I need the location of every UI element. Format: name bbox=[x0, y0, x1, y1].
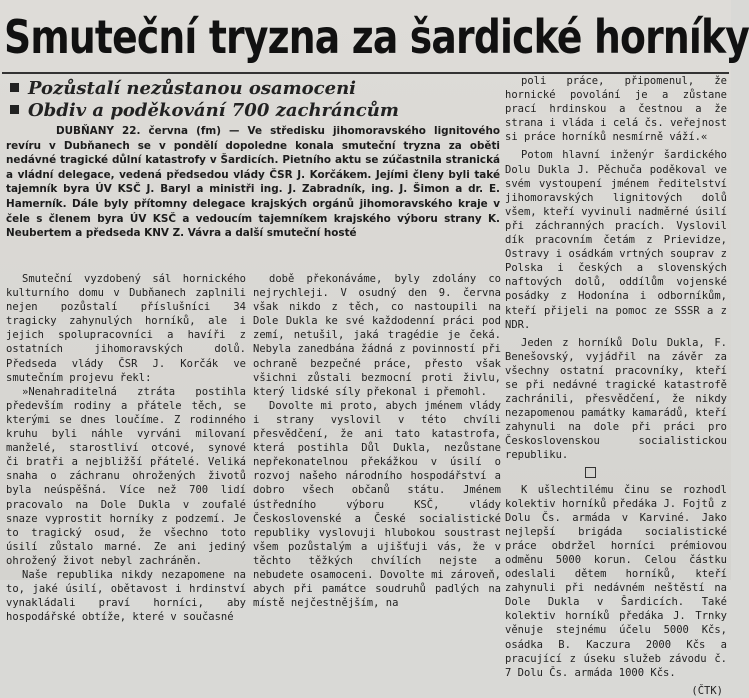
column-1 bbox=[6, 272, 246, 624]
headline: Smuteční tryzna za šardické horníky bbox=[4, 10, 749, 64]
col1-paragraph-1: Smuteční vyzdobený sál hornického kulturního domu v Dubňanech zaplnili nejen pozůstalí příslušníci 34 tragicky zahynulých horníků, ale i jejich spolupracovníci a havíři z ostatních jihomoravských dolů. Předseda vlády ČSR J. Korčák ve smutečním projevu řekl: bbox=[6, 273, 246, 384]
col3-paragraph-2: Potom hlavní inženýr šardického Dolu Dukla J. Pěchuča poděkoval ve svém vystoupení jménem ředitelství jihomoravských lignitových dolů všem, kteří vyvinuli nadměrné úsilí při záchranných pracích. Vyslovil dík pracovním četám z Prievidze, Ostravy i osádkám vrtných souprav z Polska i českých a slovenských naftových dolů, oddílům vojenské posádky z Hodonína i odborníkům, kteří přijeli na pomoc ze SSSR a z NDR. bbox=[505, 149, 727, 331]
column-2 bbox=[253, 272, 501, 610]
col1-paragraph-3: Naše republika nikdy nezapomene na to, jaké úsilí, obětavost i hrdinství vynakládali praví horníci, aby hospodářské obtíže, které v současné bbox=[6, 568, 246, 624]
col2-paragraph-2: Dovolte mi proto, abych jménem vlády i strany vyslovil v této chvíli přesvědčení, že ani tato katastrofa, která postihla Důl Dukla, nezůstane nepřekonatelnou překážkou v úsilí o rozvoj našeho národního hospodářství a dobro všech občanů státu. Jménem ústředního výboru KSČ, vlády Československé a České socialistické republiky vyslovuji hlubokou soustrast všem pozůstalým a ujišťuji vás, že v těchto těžkých chvílích nejste a nebudete osamoceni. Dovolte mi zároveň, abych při památce soudruhů padlých na místě nejčestnějším, na bbox=[253, 399, 501, 610]
col2-paragraph-1: době překonáváme, byly zdolány co nejrychleji. V osudný den 9. června však nikdo z těch, co nastoupili na Dole Dukla ke své každodenní práci pod zemí, netušil, jaká tragédie je čeká. Nebyla zanedbána žádná z povinností při ochraně bezpečné práce, přesto však všichni zůstali bezmocní proti živlu, který lidské síly překonal i přemohl. bbox=[253, 273, 501, 398]
col1-paragraph-2: »Nenahraditelná ztráta postihla především rodiny a přátele těch, se kterými se dnes loučíme. Z rodinného kruhu byli náhle vyrváni milovaní manželé, starostliví otcové, synové či bratři a nejbližší přátelé. Veliká snaha o záchranu ohrožených životů byla neúspěšná. Více než 700 lidí pracovalo na Dole Dukla v zoufalé snaze vyprostit horníky z podzemí. Je to tragický osud, že všechno toto úsilí zůstalo marné. Ze ani jediný ohrožený život nebyl zachráněn. bbox=[6, 385, 246, 567]
square-bullet-icon bbox=[10, 105, 19, 114]
col3-paragraph-1: poli práce, připomenul, že hornické povolání je a zůstane prací hrdinskou a čestnou a že strana i vláda i celá čs. veřejnost si práce horníků nesmírně váží.« bbox=[505, 75, 727, 144]
square-bullet-icon bbox=[10, 83, 19, 92]
subheadline-1-text: Pozůstalí nezůstanou osamoceni bbox=[28, 78, 357, 99]
subheadline-2-text: Obdiv a poděkování 700 zachráncům bbox=[28, 100, 399, 121]
agency-signature: (ČTK) bbox=[691, 684, 723, 697]
section-divider-box-icon bbox=[585, 467, 596, 478]
subheadline-1 bbox=[10, 78, 500, 100]
subheadline-2 bbox=[10, 100, 500, 122]
lead-paragraph: DUBŇANY 22. června (fm) — Ve středisku jihomoravského lignitového revíru v Dubňanech se v pondělí dopoledne konala smuteční tryzna za oběti nedávné tragické důlní katastrofy v Šardicích. Pietního aktu se zúčastnila stranická a vládní delegace, vedená předsedou vlády ČSR J. Korčákem. Jejími členy byli také tajemník byra ÚV KSČ J. Baryl a ministři ing. J. Zabradník, ing. J. Šimon a dr. E. Hamerník. Dále byly přítomny delegace krajských orgánů jihomoravského kraje v čele s členem byra ÚV KSČ a vedoucím tajemníkem krajského výboru strany K. Neubertem a předseda KNV Z. Vávra a další smuteční hosté bbox=[6, 125, 500, 240]
col3-paragraph-3: Jeden z horníků Dolu Dukla, F. Benešovský, vyjádřil na závěr za všechny ostatní pracovníky, kteří se při nedávné tragické katastrofě zachránili, přesvědčení, že nikdy nezapomenou památky kamarádů, kteří zahynuli na dole při práci pro Československou socialistickou republiku. bbox=[505, 336, 727, 462]
column-3 bbox=[505, 74, 727, 697]
col3-paragraph-4: K ušlechtilému činu se rozhodl kolektiv horníků předáka J. Fojtů z Dolu Čs. armáda v Karviné. Jako nejlepší brigáda socialistické práce obdržel horníci prémiovou odměnu 5000 korun. Celou částku odeslali dětem horníků, kteří zahynuli při nedávném neštěstí na Dole Dukla v Šardicích. Také kolektiv horníků předáka J. Trnky věnuje stejnému účelu 5000 Kčs, osádka B. Kaczura 2000 Kčs a pracující z úseku služeb závodu č. 7 Dolu Čs. armáda 1000 Kčs. bbox=[505, 483, 727, 679]
